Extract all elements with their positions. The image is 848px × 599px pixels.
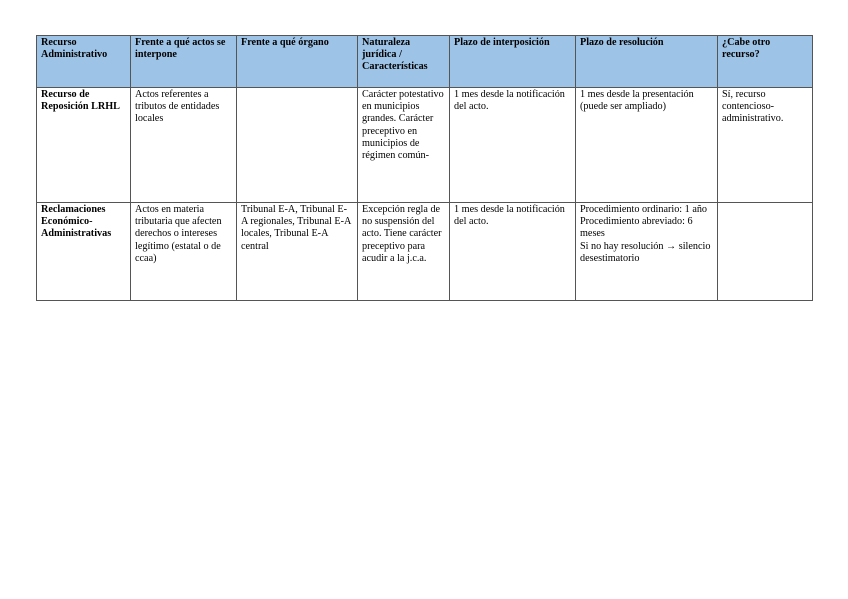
header-otro-recurso: ¿Cabe otro recurso? <box>718 36 813 88</box>
cell-plazo-resolucion <box>576 203 718 301</box>
header-naturaleza: Naturaleza jurídica / Características <box>358 36 450 88</box>
header-actos: Frente a qué actos se interpone <box>131 36 237 88</box>
cell-plazo-interposicion: 1 mes desde la notificación del acto. <box>450 88 576 203</box>
table-row <box>37 203 813 301</box>
cell-naturaleza: Carácter potestativo en municipios grandes. Carácter preceptivo en municipios de régimen común- <box>358 88 450 203</box>
header-recurso: Recurso Administrativo <box>37 36 131 88</box>
table-header-row <box>37 36 813 88</box>
resolucion-line: Si no hay resolución → silencio desestimatorio <box>580 240 711 264</box>
cell-otro-recurso: Sí, recurso contencioso-administrativo. <box>718 88 813 203</box>
header-plazo-interposicion: Plazo de interposición <box>450 36 576 88</box>
header-organo: Frente a qué órgano <box>237 36 358 88</box>
header-plazo-resolucion: Plazo de resolución <box>576 36 718 88</box>
cell-otro-recurso <box>718 203 813 301</box>
cell-actos: Actos referentes a tributos de entidades locales <box>131 88 237 203</box>
table-row <box>37 88 813 203</box>
cell-plazo-interposicion: 1 mes desde la notificación del acto. <box>450 203 576 301</box>
cell-recurso: Reclamaciones Económico-Administrativas <box>37 203 131 301</box>
recursos-table <box>36 35 813 301</box>
cell-actos: Actos en materia tributaria que afecten derechos o intereses legítimo (estatal o de ccaa) <box>131 203 237 301</box>
cell-organo: Tribunal E-A, Tribunal E-A regionales, Tribunal E-A locales, Tribunal E-A central <box>237 203 358 301</box>
cell-plazo-resolucion: 1 mes desde la presentación (puede ser ampliado) <box>576 88 718 203</box>
cell-naturaleza: Excepción regla de no suspensión del acto. Tiene carácter preceptivo para acudir a la j.c.a. <box>358 203 450 301</box>
cell-recurso: Recurso de Reposición LRHL <box>37 88 131 203</box>
resolucion-line: Procedimiento abreviado: 6 meses <box>580 216 693 240</box>
cell-organo <box>237 88 358 203</box>
resolucion-line: Procedimiento ordinario: 1 año <box>580 204 708 215</box>
